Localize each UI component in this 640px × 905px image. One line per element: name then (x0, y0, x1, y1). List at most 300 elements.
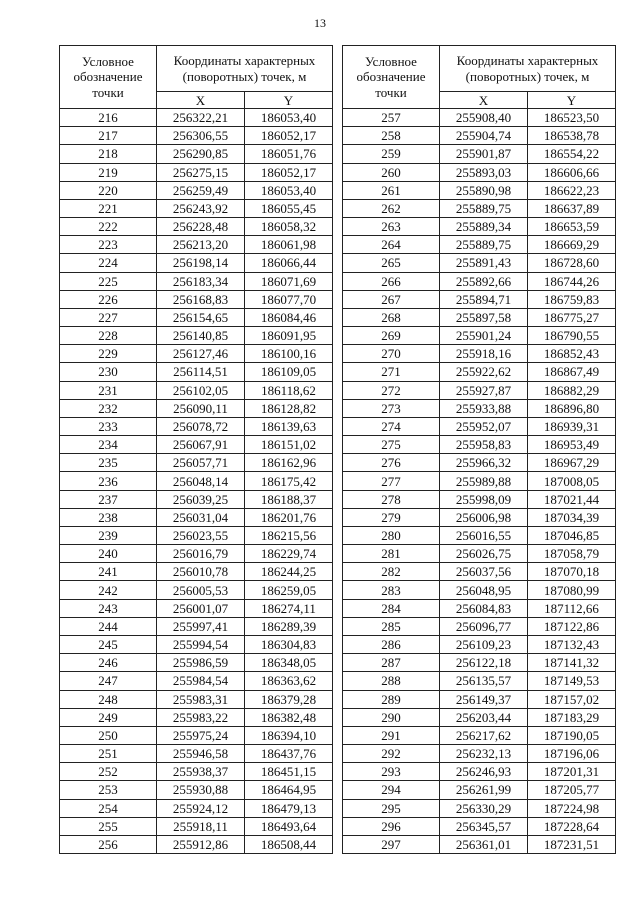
point-number-cell: 271 (343, 363, 440, 381)
y-coordinate-cell: 187112,66 (528, 599, 616, 617)
table-row (60, 272, 333, 290)
point-number-cell: 269 (343, 327, 440, 345)
x-coordinate-cell: 256109,23 (440, 635, 528, 653)
y-coordinate-cell: 186139,63 (245, 417, 333, 435)
y-coordinate-cell: 186058,32 (245, 218, 333, 236)
point-number-cell: 255 (60, 817, 157, 835)
table-row (343, 236, 616, 254)
x-coordinate-cell: 255930,88 (157, 781, 245, 799)
x-coordinate-cell: 256001,07 (157, 599, 245, 617)
point-number-cell: 231 (60, 381, 157, 399)
x-coordinate-cell: 256135,57 (440, 672, 528, 690)
y-coordinate-cell: 186077,70 (245, 290, 333, 308)
y-coordinate-cell: 186744,26 (528, 272, 616, 290)
x-coordinate-cell: 256037,56 (440, 563, 528, 581)
x-coordinate-cell: 256102,05 (157, 381, 245, 399)
point-number-cell: 218 (60, 145, 157, 163)
header-point-label: Условное обозначение точки (60, 46, 157, 109)
y-coordinate-cell: 186508,44 (245, 835, 333, 853)
x-coordinate-cell: 255922,62 (440, 363, 528, 381)
point-number-cell: 278 (343, 490, 440, 508)
x-coordinate-cell: 255924,12 (157, 799, 245, 817)
y-coordinate-cell: 186100,16 (245, 345, 333, 363)
y-coordinate-cell: 187201,31 (528, 763, 616, 781)
table-row (343, 635, 616, 653)
y-coordinate-cell: 186051,76 (245, 145, 333, 163)
point-number-cell: 223 (60, 236, 157, 254)
y-coordinate-cell: 187157,02 (528, 690, 616, 708)
x-coordinate-cell: 256361,01 (440, 835, 528, 853)
table-row (343, 781, 616, 799)
y-coordinate-cell: 187183,29 (528, 708, 616, 726)
table-row (343, 817, 616, 835)
point-number-cell: 276 (343, 454, 440, 472)
y-coordinate-cell: 186109,05 (245, 363, 333, 381)
x-coordinate-cell: 255901,87 (440, 145, 528, 163)
table-row (60, 436, 333, 454)
x-coordinate-cell: 255890,98 (440, 181, 528, 199)
x-coordinate-cell: 256067,91 (157, 436, 245, 454)
table-row (343, 163, 616, 181)
x-coordinate-cell: 256006,98 (440, 508, 528, 526)
point-number-cell: 279 (343, 508, 440, 526)
y-coordinate-cell: 187224,98 (528, 799, 616, 817)
table-row (343, 835, 616, 853)
y-coordinate-cell: 187149,53 (528, 672, 616, 690)
point-number-cell: 287 (343, 654, 440, 672)
x-coordinate-cell: 256048,14 (157, 472, 245, 490)
y-coordinate-cell: 186229,74 (245, 545, 333, 563)
x-coordinate-cell: 256232,13 (440, 745, 528, 763)
x-coordinate-cell: 255983,31 (157, 690, 245, 708)
x-coordinate-cell: 256039,25 (157, 490, 245, 508)
x-coordinate-cell: 255889,75 (440, 199, 528, 217)
x-coordinate-cell: 256259,49 (157, 181, 245, 199)
table-row (60, 327, 333, 345)
y-coordinate-cell: 186437,76 (245, 745, 333, 763)
y-coordinate-cell: 186394,10 (245, 726, 333, 744)
y-coordinate-cell: 186653,59 (528, 218, 616, 236)
table-row (343, 726, 616, 744)
table-row (60, 781, 333, 799)
y-coordinate-cell: 186162,96 (245, 454, 333, 472)
table-row (60, 672, 333, 690)
table-row (60, 563, 333, 581)
y-coordinate-cell: 186348,05 (245, 654, 333, 672)
table-row (343, 417, 616, 435)
x-coordinate-cell: 255912,86 (157, 835, 245, 853)
table-row (343, 763, 616, 781)
table-row (343, 327, 616, 345)
point-number-cell: 274 (343, 417, 440, 435)
x-coordinate-cell: 255938,37 (157, 763, 245, 781)
table-row (60, 290, 333, 308)
y-coordinate-cell: 186852,43 (528, 345, 616, 363)
table-row (343, 545, 616, 563)
table-row (343, 399, 616, 417)
x-coordinate-cell: 255908,40 (440, 109, 528, 127)
table-row (60, 254, 333, 272)
x-coordinate-cell: 256228,48 (157, 218, 245, 236)
x-coordinate-cell: 256168,83 (157, 290, 245, 308)
point-number-cell: 295 (343, 799, 440, 817)
point-number-cell: 273 (343, 399, 440, 417)
y-coordinate-cell: 186882,29 (528, 381, 616, 399)
table-row (343, 308, 616, 326)
y-coordinate-cell: 186084,46 (245, 308, 333, 326)
table-row (343, 254, 616, 272)
point-number-cell: 224 (60, 254, 157, 272)
table-row (60, 654, 333, 672)
point-number-cell: 246 (60, 654, 157, 672)
x-coordinate-cell: 256322,21 (157, 109, 245, 127)
y-coordinate-cell: 186464,95 (245, 781, 333, 799)
y-coordinate-cell: 186523,50 (528, 109, 616, 127)
x-coordinate-cell: 255889,34 (440, 218, 528, 236)
point-number-cell: 249 (60, 708, 157, 726)
x-coordinate-cell: 256243,92 (157, 199, 245, 217)
y-coordinate-cell: 187231,51 (528, 835, 616, 853)
table-row (60, 308, 333, 326)
table-row (60, 617, 333, 635)
x-coordinate-cell: 256010,78 (157, 563, 245, 581)
table-row (60, 454, 333, 472)
point-number-cell: 229 (60, 345, 157, 363)
point-number-cell: 272 (343, 381, 440, 399)
x-coordinate-cell: 255983,22 (157, 708, 245, 726)
point-number-cell: 265 (343, 254, 440, 272)
y-coordinate-cell: 186289,39 (245, 617, 333, 635)
x-coordinate-cell: 255989,88 (440, 472, 528, 490)
point-number-cell: 225 (60, 272, 157, 290)
x-coordinate-cell: 256090,11 (157, 399, 245, 417)
y-coordinate-cell: 186274,11 (245, 599, 333, 617)
y-coordinate-cell: 186637,89 (528, 199, 616, 217)
point-number-cell: 253 (60, 781, 157, 799)
point-number-cell: 244 (60, 617, 157, 635)
header-y: Y (245, 92, 333, 109)
point-number-cell: 290 (343, 708, 440, 726)
table-row (343, 145, 616, 163)
point-number-cell: 243 (60, 599, 157, 617)
x-coordinate-cell: 255958,83 (440, 436, 528, 454)
x-coordinate-cell: 255998,09 (440, 490, 528, 508)
x-coordinate-cell: 255984,54 (157, 672, 245, 690)
table-row (343, 563, 616, 581)
point-number-cell: 217 (60, 127, 157, 145)
x-coordinate-cell: 256345,57 (440, 817, 528, 835)
y-coordinate-cell: 186669,29 (528, 236, 616, 254)
table-row (60, 145, 333, 163)
x-coordinate-cell: 256213,20 (157, 236, 245, 254)
point-number-cell: 286 (343, 635, 440, 653)
table-row (343, 526, 616, 544)
point-number-cell: 234 (60, 436, 157, 454)
table-row (343, 508, 616, 526)
point-number-cell: 277 (343, 472, 440, 490)
point-number-cell: 289 (343, 690, 440, 708)
table-row (60, 545, 333, 563)
table-row (60, 109, 333, 127)
table-row (343, 436, 616, 454)
y-coordinate-cell: 186052,17 (245, 127, 333, 145)
x-coordinate-cell: 255933,88 (440, 399, 528, 417)
table-row (343, 127, 616, 145)
page-number: 13 (314, 16, 326, 30)
point-number-cell: 292 (343, 745, 440, 763)
point-number-cell: 252 (60, 763, 157, 781)
y-coordinate-cell: 186379,28 (245, 690, 333, 708)
y-coordinate-cell: 186304,83 (245, 635, 333, 653)
y-coordinate-cell: 186061,98 (245, 236, 333, 254)
x-coordinate-cell: 255891,43 (440, 254, 528, 272)
table-row (60, 745, 333, 763)
point-number-cell: 240 (60, 545, 157, 563)
table-row (343, 472, 616, 490)
x-coordinate-cell: 255952,07 (440, 417, 528, 435)
table-row (60, 363, 333, 381)
x-coordinate-cell: 255918,11 (157, 817, 245, 835)
point-number-cell: 237 (60, 490, 157, 508)
table-row (60, 817, 333, 835)
x-coordinate-cell: 256246,93 (440, 763, 528, 781)
table-row (60, 508, 333, 526)
point-number-cell: 284 (343, 599, 440, 617)
x-coordinate-cell: 255893,03 (440, 163, 528, 181)
table-row (60, 381, 333, 399)
y-coordinate-cell: 187132,43 (528, 635, 616, 653)
y-coordinate-cell: 186053,40 (245, 109, 333, 127)
x-coordinate-cell: 256016,55 (440, 526, 528, 544)
x-coordinate-cell: 256122,18 (440, 654, 528, 672)
x-coordinate-cell: 255889,75 (440, 236, 528, 254)
y-coordinate-cell: 187228,64 (528, 817, 616, 835)
y-coordinate-cell: 187080,99 (528, 581, 616, 599)
y-coordinate-cell: 186151,02 (245, 436, 333, 454)
x-coordinate-cell: 255927,87 (440, 381, 528, 399)
y-coordinate-cell: 186363,62 (245, 672, 333, 690)
y-coordinate-cell: 186622,23 (528, 181, 616, 199)
coordinates-table-right (342, 45, 616, 854)
table-row (343, 581, 616, 599)
x-coordinate-cell: 255997,41 (157, 617, 245, 635)
point-number-cell: 282 (343, 563, 440, 581)
x-coordinate-cell: 256149,37 (440, 690, 528, 708)
y-coordinate-cell: 186091,95 (245, 327, 333, 345)
point-number-cell: 226 (60, 290, 157, 308)
table-row (343, 381, 616, 399)
table-row (60, 690, 333, 708)
x-coordinate-cell: 255946,58 (157, 745, 245, 763)
y-coordinate-cell: 186953,49 (528, 436, 616, 454)
table-row (343, 109, 616, 127)
y-coordinate-cell: 186053,40 (245, 181, 333, 199)
point-number-cell: 233 (60, 417, 157, 435)
table-row (60, 236, 333, 254)
x-coordinate-cell: 256026,75 (440, 545, 528, 563)
y-coordinate-cell: 186775,27 (528, 308, 616, 326)
point-number-cell: 262 (343, 199, 440, 217)
table-row (60, 127, 333, 145)
point-number-cell: 247 (60, 672, 157, 690)
table-row (343, 218, 616, 236)
x-coordinate-cell: 255894,71 (440, 290, 528, 308)
y-coordinate-cell: 186479,13 (245, 799, 333, 817)
table-row (60, 199, 333, 217)
point-number-cell: 294 (343, 781, 440, 799)
point-number-cell: 222 (60, 218, 157, 236)
x-coordinate-cell: 256078,72 (157, 417, 245, 435)
table-row (343, 363, 616, 381)
y-coordinate-cell: 187058,79 (528, 545, 616, 563)
table-row (60, 490, 333, 508)
y-coordinate-cell: 186128,82 (245, 399, 333, 417)
y-coordinate-cell: 186201,76 (245, 508, 333, 526)
point-number-cell: 235 (60, 454, 157, 472)
point-number-cell: 288 (343, 672, 440, 690)
x-coordinate-cell: 256048,95 (440, 581, 528, 599)
x-coordinate-cell: 256198,14 (157, 254, 245, 272)
table-row (60, 635, 333, 653)
point-number-cell: 270 (343, 345, 440, 363)
point-number-cell: 230 (60, 363, 157, 381)
table-row (343, 708, 616, 726)
y-coordinate-cell: 186382,48 (245, 708, 333, 726)
header-x: X (157, 92, 245, 109)
y-coordinate-cell: 186728,60 (528, 254, 616, 272)
table-row (60, 399, 333, 417)
table-row (343, 599, 616, 617)
point-number-cell: 264 (343, 236, 440, 254)
x-coordinate-cell: 256290,85 (157, 145, 245, 163)
x-coordinate-cell: 255975,24 (157, 726, 245, 744)
y-coordinate-cell: 186493,64 (245, 817, 333, 835)
point-number-cell: 241 (60, 563, 157, 581)
table-row (60, 526, 333, 544)
x-coordinate-cell: 256306,55 (157, 127, 245, 145)
point-number-cell: 263 (343, 218, 440, 236)
header-y: Y (528, 92, 616, 109)
point-number-cell: 248 (60, 690, 157, 708)
y-coordinate-cell: 186867,49 (528, 363, 616, 381)
point-number-cell: 291 (343, 726, 440, 744)
x-coordinate-cell: 255892,66 (440, 272, 528, 290)
point-number-cell: 260 (343, 163, 440, 181)
point-number-cell: 232 (60, 399, 157, 417)
y-coordinate-cell: 186175,42 (245, 472, 333, 490)
table-row (343, 654, 616, 672)
point-number-cell: 250 (60, 726, 157, 744)
point-number-cell: 259 (343, 145, 440, 163)
x-coordinate-cell: 256114,51 (157, 363, 245, 381)
table-row (60, 708, 333, 726)
x-coordinate-cell: 256016,79 (157, 545, 245, 563)
point-number-cell: 227 (60, 308, 157, 326)
y-coordinate-cell: 187190,05 (528, 726, 616, 744)
y-coordinate-cell: 186188,37 (245, 490, 333, 508)
y-coordinate-cell: 187205,77 (528, 781, 616, 799)
x-coordinate-cell: 256096,77 (440, 617, 528, 635)
y-coordinate-cell: 186606,66 (528, 163, 616, 181)
y-coordinate-cell: 186790,55 (528, 327, 616, 345)
y-coordinate-cell: 186244,25 (245, 563, 333, 581)
x-coordinate-cell: 256057,71 (157, 454, 245, 472)
x-coordinate-cell: 255897,58 (440, 308, 528, 326)
y-coordinate-cell: 187034,39 (528, 508, 616, 526)
y-coordinate-cell: 186896,80 (528, 399, 616, 417)
x-coordinate-cell: 256023,55 (157, 526, 245, 544)
y-coordinate-cell: 186071,69 (245, 272, 333, 290)
table-row (60, 417, 333, 435)
table-row (343, 199, 616, 217)
table-row (343, 290, 616, 308)
header-x: X (440, 92, 528, 109)
point-number-cell: 266 (343, 272, 440, 290)
point-number-cell: 219 (60, 163, 157, 181)
y-coordinate-cell: 186215,56 (245, 526, 333, 544)
point-number-cell: 280 (343, 526, 440, 544)
x-coordinate-cell: 256154,65 (157, 308, 245, 326)
point-number-cell: 267 (343, 290, 440, 308)
table-row (343, 454, 616, 472)
y-coordinate-cell: 186451,15 (245, 763, 333, 781)
table-row (343, 617, 616, 635)
table-row (60, 799, 333, 817)
y-coordinate-cell: 187141,32 (528, 654, 616, 672)
x-coordinate-cell: 255966,32 (440, 454, 528, 472)
point-number-cell: 242 (60, 581, 157, 599)
point-number-cell: 285 (343, 617, 440, 635)
header-coords-label: Координаты характерных (поворотных) точек, м (157, 46, 333, 92)
x-coordinate-cell: 256005,53 (157, 581, 245, 599)
table-row (60, 763, 333, 781)
table-row (343, 272, 616, 290)
y-coordinate-cell: 186118,62 (245, 381, 333, 399)
table-row (60, 181, 333, 199)
point-number-cell: 297 (343, 835, 440, 853)
x-coordinate-cell: 256261,99 (440, 781, 528, 799)
x-coordinate-cell: 255918,16 (440, 345, 528, 363)
table-row (343, 745, 616, 763)
table-row (60, 726, 333, 744)
header-coords-label: Координаты характерных (поворотных) точек, м (440, 46, 616, 92)
x-coordinate-cell: 256275,15 (157, 163, 245, 181)
point-number-cell: 254 (60, 799, 157, 817)
table-row (60, 218, 333, 236)
x-coordinate-cell: 256127,46 (157, 345, 245, 363)
point-number-cell: 261 (343, 181, 440, 199)
point-number-cell: 236 (60, 472, 157, 490)
x-coordinate-cell: 255904,74 (440, 127, 528, 145)
y-coordinate-cell: 186939,31 (528, 417, 616, 435)
x-coordinate-cell: 255994,54 (157, 635, 245, 653)
table-row (343, 690, 616, 708)
x-coordinate-cell: 256330,29 (440, 799, 528, 817)
y-coordinate-cell: 187196,06 (528, 745, 616, 763)
table-row (60, 581, 333, 599)
y-coordinate-cell: 186538,78 (528, 127, 616, 145)
point-number-cell: 238 (60, 508, 157, 526)
table-row (60, 163, 333, 181)
x-coordinate-cell: 256084,83 (440, 599, 528, 617)
y-coordinate-cell: 186554,22 (528, 145, 616, 163)
y-coordinate-cell: 186066,44 (245, 254, 333, 272)
point-number-cell: 257 (343, 109, 440, 127)
y-coordinate-cell: 187008,05 (528, 472, 616, 490)
table-row (343, 672, 616, 690)
point-number-cell: 239 (60, 526, 157, 544)
point-number-cell: 268 (343, 308, 440, 326)
